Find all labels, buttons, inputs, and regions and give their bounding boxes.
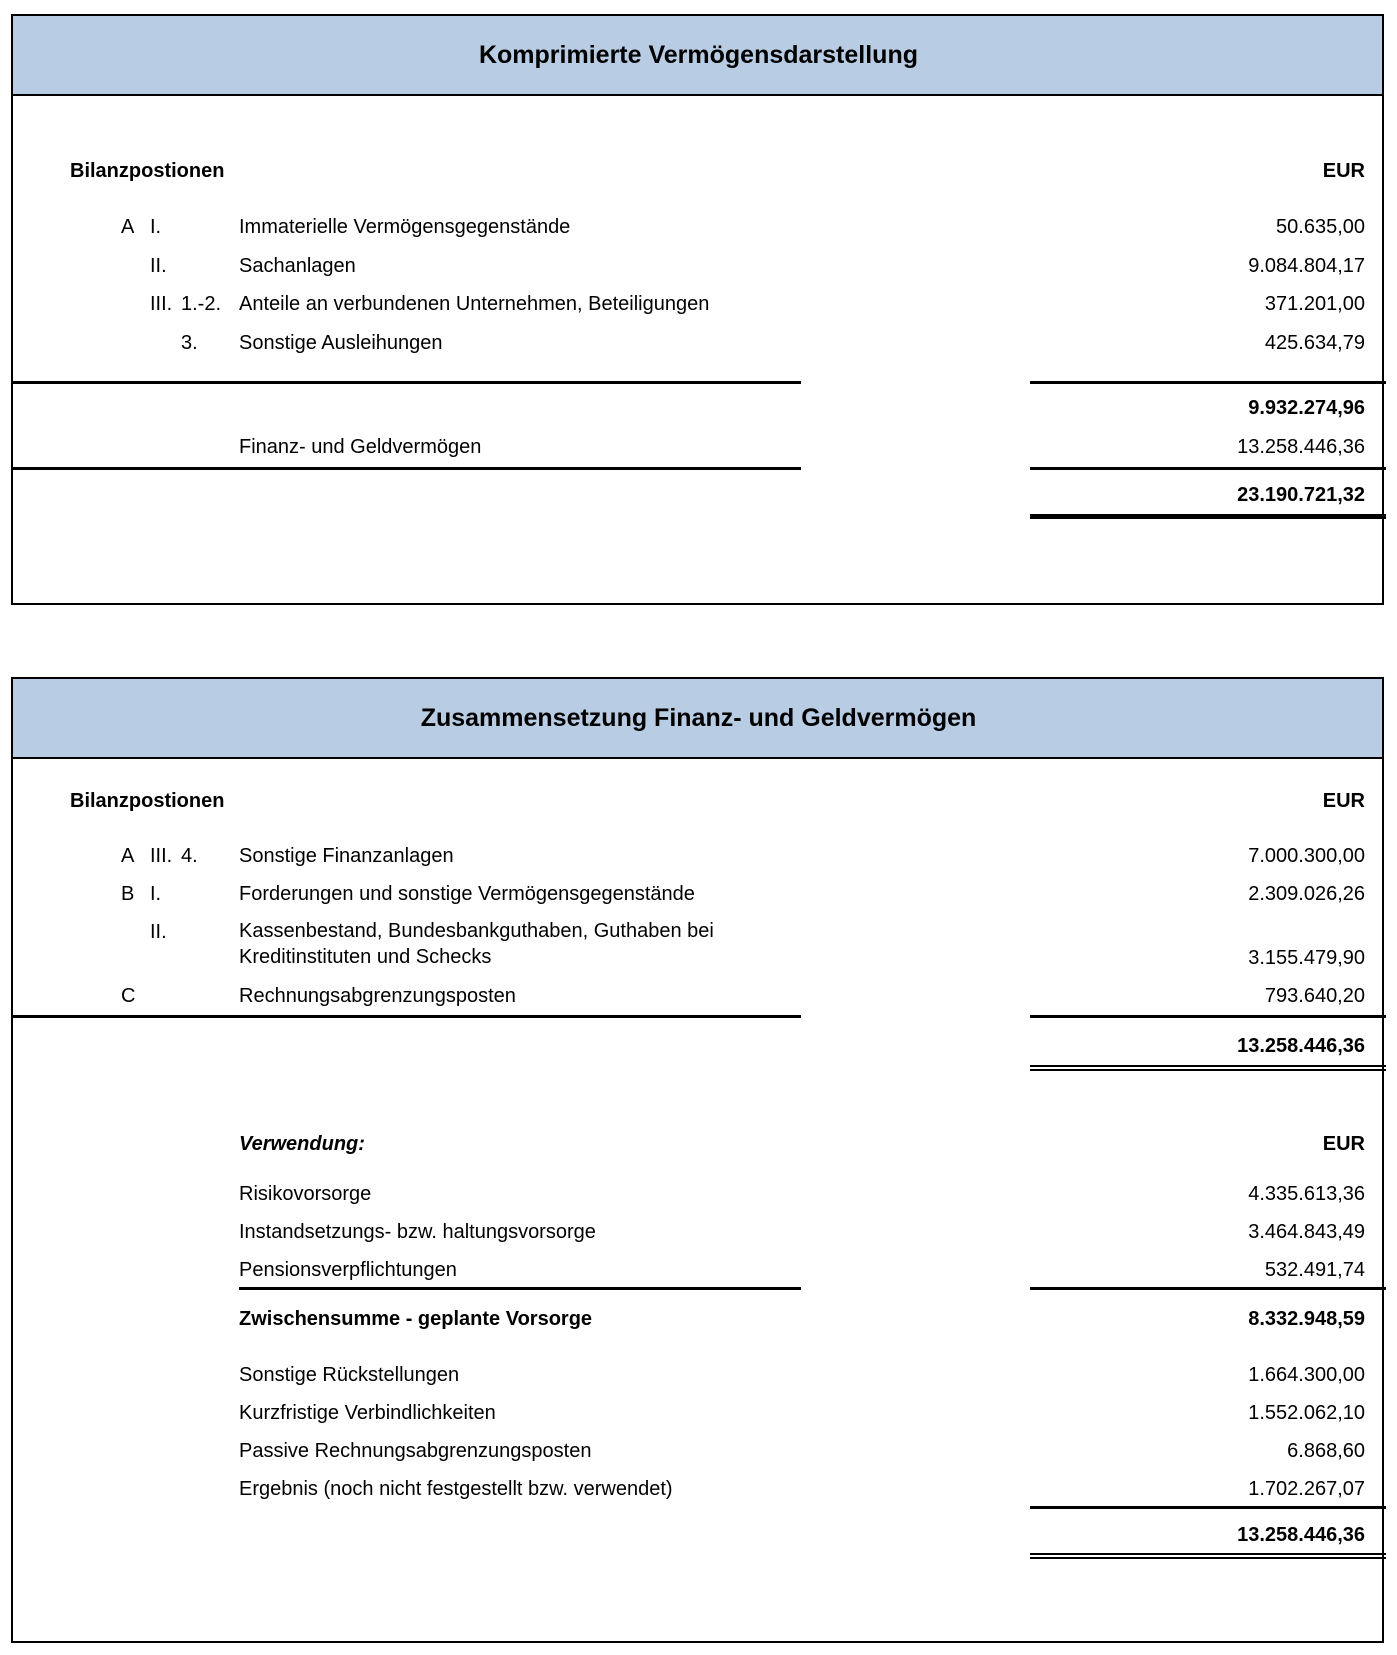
panel-title: Komprimierte Vermögensdarstellung	[478, 40, 918, 69]
row-code-b: III.	[150, 293, 173, 315]
item-label: Ergebnis (noch nicht festgestellt bzw. verwendet)	[239, 1478, 673, 1500]
row-label: Forderungen und sonstige Vermögensgegenstände	[239, 883, 695, 905]
item-amount: 1.552.062,10	[1248, 1402, 1365, 1424]
item-label: Sonstige Rückstellungen	[239, 1364, 460, 1386]
panel-komprimierte-vermoegensdarstellung	[11, 14, 1384, 605]
row-code-a: C	[121, 985, 136, 1007]
finanz-amount: 13.258.446,36	[1237, 436, 1365, 458]
zwischensumme-amount: 8.332.948,59	[1248, 1308, 1365, 1330]
divider-left	[239, 1287, 801, 1290]
row-label: Sonstige Ausleihungen	[239, 332, 443, 354]
item-label: Passive Rechnungsabgrenzungsposten	[239, 1440, 592, 1462]
item-amount: 1.664.300,00	[1248, 1364, 1365, 1386]
row-code-c: 1.-2.	[181, 293, 222, 315]
row-label: Immaterielle Vermögensgegenstände	[239, 216, 571, 238]
row-amount: 2.309.026,26	[1248, 883, 1365, 905]
grand-total-amount: 23.190.721,32	[1237, 484, 1365, 506]
row-amount: 3.155.479,90	[1248, 947, 1365, 969]
verwendung-heading: Verwendung:	[239, 1133, 365, 1155]
item-amount: 532.491,74	[1264, 1259, 1365, 1281]
item-amount: 4.335.613,36	[1248, 1183, 1365, 1205]
total-double-underline	[1030, 1553, 1386, 1559]
row-label: Sonstige Finanzanlagen	[239, 845, 454, 867]
row-amount: 425.634,79	[1264, 332, 1365, 354]
subtotal-amount: 9.932.274,96	[1248, 397, 1365, 419]
divider-right	[1030, 381, 1386, 384]
item-amount: 6.868,60	[1287, 1440, 1365, 1462]
divider-left	[13, 381, 801, 384]
row-amount: 50.635,00	[1276, 216, 1365, 238]
total-underline	[1030, 514, 1386, 519]
divider-right	[1030, 1287, 1386, 1290]
total-amount: 13.258.446,36	[1237, 1035, 1365, 1057]
panel-title-bar	[13, 679, 1382, 759]
row-code-a: A	[121, 216, 135, 238]
item-amount: 1.702.267,07	[1248, 1478, 1365, 1500]
panel-title: Zusammensetzung Finanz- und Geldvermögen	[420, 703, 977, 732]
row-label: Sachanlagen	[239, 255, 356, 277]
divider-left	[13, 467, 801, 470]
verwendung-total-amount: 13.258.446,36	[1237, 1524, 1365, 1546]
row-code-b: III.	[150, 845, 173, 867]
column-header-label: Bilanzpostionen	[70, 790, 225, 812]
row-amount: 371.201,00	[1264, 293, 1365, 315]
total-double-underline	[1030, 1065, 1386, 1071]
verwendung-currency: EUR	[1322, 1133, 1365, 1155]
row-amount: 9.084.804,17	[1248, 255, 1365, 277]
item-amount: 3.464.843,49	[1248, 1221, 1365, 1243]
column-header-currency: EUR	[1322, 160, 1365, 182]
zwischensumme-label: Zwischensumme - geplante Vorsorge	[239, 1308, 593, 1330]
divider-right	[1030, 1015, 1386, 1018]
divider-right	[1030, 467, 1386, 470]
divider-right	[1030, 1506, 1386, 1509]
row-label: Kassenbestand, Bundesbankguthaben, Guthaben bei Kreditinstituten und Schecks	[239, 920, 714, 968]
column-header-currency: EUR	[1322, 790, 1365, 812]
finanz-label: Finanz- und Geldvermögen	[239, 436, 482, 458]
row-amount: 7.000.300,00	[1248, 845, 1365, 867]
divider-left	[13, 1015, 801, 1018]
item-label: Kurzfristige Verbindlichkeiten	[239, 1402, 496, 1424]
panel-zusammensetzung-finanz-geldvermoegen	[11, 677, 1384, 1643]
item-label: Pensionsverpflichtungen	[239, 1259, 457, 1281]
item-label: Instandsetzungs- bzw. haltungsvorsorge	[239, 1221, 596, 1243]
row-code-b: II.	[150, 255, 167, 277]
row-code-c: 4.	[181, 845, 198, 867]
row-code-c: 3.	[181, 332, 198, 354]
column-header-label: Bilanzpostionen	[70, 160, 225, 182]
row-code-b: I.	[150, 883, 162, 905]
row-code-a: A	[121, 845, 135, 867]
item-label: Risikovorsorge	[239, 1183, 372, 1205]
row-amount: 793.640,20	[1264, 985, 1365, 1007]
row-label: Anteile an verbundenen Unternehmen, Beteiligungen	[239, 293, 710, 315]
row-label: Rechnungsabgrenzungsposten	[239, 985, 516, 1007]
row-code-b: I.	[150, 216, 162, 238]
panel-title-bar	[13, 16, 1382, 96]
row-code-b: II.	[150, 921, 167, 943]
row-code-a: B	[121, 883, 135, 905]
